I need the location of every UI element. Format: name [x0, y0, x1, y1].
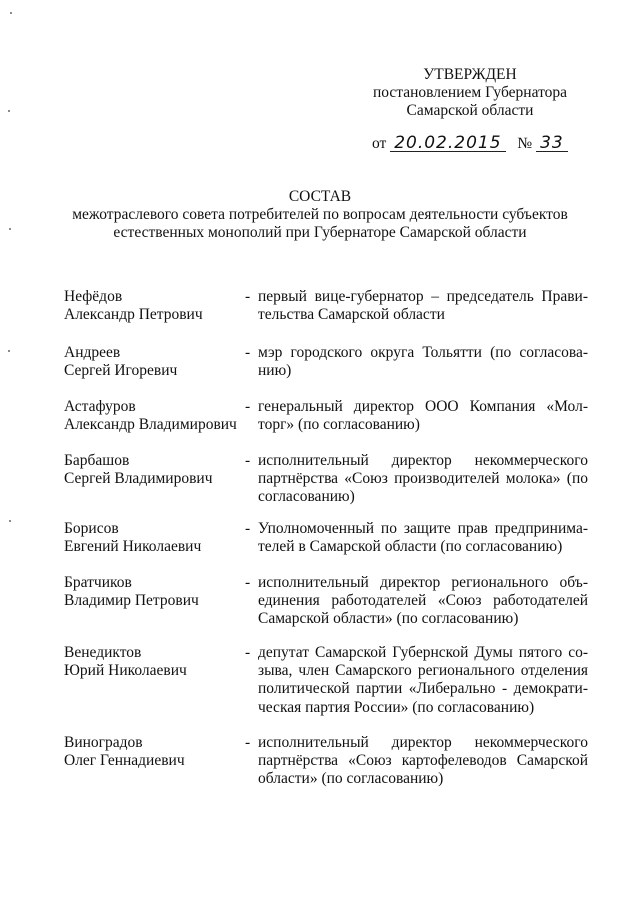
member-name [64, 288, 244, 324]
order-number: 33 [536, 135, 568, 152]
scan-speck [9, 520, 11, 522]
member-role-line: нию) [258, 362, 292, 380]
member-surname: Астафуров [64, 398, 136, 415]
member-role-line: области» (по согласованию) [258, 770, 444, 788]
member-surname: Барбашов [64, 452, 130, 469]
member-role-line: тельства Самарской области [258, 306, 445, 324]
scan-speck [8, 350, 10, 352]
member-role [258, 398, 588, 434]
order-date: 20.02.2015 [390, 135, 505, 152]
member-surname: Нефёдов [64, 288, 123, 305]
member-role [258, 520, 588, 556]
member-surname: Виноградов [64, 734, 143, 751]
title-line-1: межотраслевого совета потребителей по вопросам деятельности субъектов [72, 206, 568, 223]
member-role-line: торг» (по согласованию) [258, 416, 420, 434]
member-role [258, 452, 588, 507]
member-role [258, 574, 588, 629]
title-line-2: естественных монополий при Губернаторе Самарской области [113, 224, 527, 241]
member-role-line: Самарской области» (по согласованию) [258, 610, 519, 628]
member-role-line: Уполномоченный по защите прав предпринима- [258, 520, 588, 537]
member-role-line: первый вице-губернатор – председатель Прави- [258, 288, 588, 305]
member-name [64, 644, 244, 680]
scan-speck [8, 110, 10, 112]
order-number-sign: № [517, 135, 533, 152]
approval-stamp [360, 66, 580, 120]
member-role-line: ческая партия России» (по согласованию) [258, 698, 535, 716]
member-role-line: депутат Самарской Губернской Думы пятого со- [258, 644, 588, 661]
member-surname: Борисов [64, 520, 119, 537]
title-heading: СОСТАВ [288, 188, 352, 205]
member-role-line: единения работодателей «Союз работодателей [258, 592, 588, 610]
member-role-line: исполнительный директор некоммерческого [258, 452, 588, 469]
member-surname: Андреев [64, 344, 121, 361]
member-role [258, 734, 588, 789]
member-role-line: исполнительный директор регионального объ- [258, 574, 588, 591]
member-dash: - [245, 452, 251, 469]
member-given-names: Юрий Николаевич [64, 662, 187, 680]
member-dash: - [245, 344, 251, 361]
member-role-line: политической партии «Либерально - демократи- [258, 680, 588, 698]
member-given-names: Александр Петрович [64, 306, 203, 324]
document-title [40, 188, 600, 242]
member-role-line: согласованию) [258, 488, 355, 506]
member-given-names: Владимир Петрович [64, 592, 199, 610]
member-name [64, 520, 244, 556]
order-reference [372, 135, 568, 153]
approval-line-3: Самарской области [406, 102, 534, 119]
member-role-line: партнёрства «Союз картофелеводов Самарской [258, 752, 588, 770]
approval-line-2: постановлением Губернатора [372, 84, 568, 101]
member-role-line: исполнительный директор некоммерческого [258, 734, 588, 751]
member-dash: - [245, 574, 251, 591]
member-given-names: Сергей Игоревич [64, 362, 178, 380]
member-name [64, 344, 244, 380]
scan-speck [9, 228, 11, 230]
scan-speck [10, 12, 12, 14]
member-given-names: Олег Геннадиевич [64, 752, 185, 770]
member-dash: - [245, 644, 251, 661]
member-surname: Венедиктов [64, 644, 142, 661]
member-surname: Братчиков [64, 574, 132, 591]
member-name [64, 452, 244, 488]
member-given-names: Александр Владимирович [64, 416, 237, 434]
approval-line-1: УТВЕРЖДЕН [423, 66, 517, 83]
member-role [258, 344, 588, 380]
member-dash: - [245, 734, 251, 751]
member-role-line: мэр городского округа Тольятти (по согласова- [258, 344, 588, 361]
member-name [64, 398, 244, 434]
order-prefix: от [372, 135, 387, 152]
member-name [64, 574, 244, 610]
member-dash: - [245, 398, 251, 415]
member-role-line: генеральный директор ООО Компания «Мол- [258, 398, 588, 415]
member-given-names: Евгений Николаевич [64, 538, 202, 556]
member-role-line: зыва, член Самарского регионального отделения [258, 662, 588, 680]
member-dash: - [245, 520, 251, 537]
member-role [258, 644, 588, 717]
member-role-line: партнёрства «Союз производителей молока» (по [258, 470, 588, 488]
member-given-names: Сергей Владимирович [64, 470, 213, 488]
member-role-line: телей в Самарской области (по согласованию) [258, 538, 563, 556]
member-name [64, 734, 244, 770]
member-dash: - [245, 288, 251, 305]
member-role [258, 288, 588, 324]
